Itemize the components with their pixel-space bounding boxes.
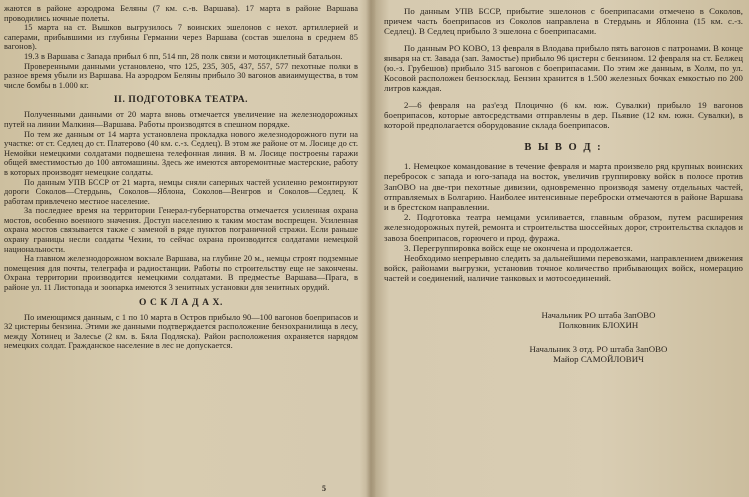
signature-title: Начальник 3 отд. РО штаба ЗапОВО: [529, 344, 668, 355]
left-page: [0, 0, 368, 497]
section-heading-conclusions: В Ы В О Д :: [524, 142, 603, 154]
paragraph: По данным УПВ БССР от 21 марта, немцы сняли саперных частей усиленно ремонтируют дороги Соколов—Стердынь, Соколов—Яблона, Соколов—Венгров и Соколов—Седлец. К работам привлечено местное население.: [4, 177, 358, 206]
paragraph: По данным РО КОВО, 13 февраля в Влодава прибыло пять вагонов с патронами. В конце января на ст. Завада (зап. Замостье) прибыло 96 цистерн с бензином. 12 февраля на ст. Белжец (ю.-з. Грубешов) прибыло 315 вагонов с боеприпасами. По этим же данным, в Холм, по ул. Косовой расположен бензосклад. Бензин хранится в 1.500 железных бочках емкостью по 200 литров каждая.: [384, 42, 744, 94]
conclusion-item: Необходимо непрерывно следить за дальнейшими перевозками, направлением движения войск, районами выгрузки, установив точное количество прибывающих войск, номерацию частей и соединений, наличие танковых и мотосоединений.: [384, 253, 743, 284]
paragraph: жаются в районе аэродрома Беляны (7 км. с.-в. Варшава). 17 марта в районе Варшава проводились ночные полеты.: [4, 4, 358, 23]
page-number: 5: [322, 484, 326, 493]
paragraph: 2—6 февраля на раз'езд Плоцично (6 км. юж. Сувалки) прибыло 19 вагонов боеприпасов, которые автосредствами отправлены в дер. Пьявие (12 км. южн. Сувалки), в которой предполагается оборудование склада боеприпасов.: [384, 99, 743, 131]
paragraph: По имеющимся данным, с 1 по 10 марта в Остров прибыло 90—100 вагонов боеприпасов и 32 цистерны бензина. Этими же данными подтверждается расположение бензохранилища в лесу, между Хотинец и Залесье (2 км. в. Бяла Подляска). Район расположения охраняется нарядом немецких солдат. Гражданское население в лес не допускается.: [4, 312, 358, 351]
section-heading-theatre: II. ПОДГОТОВКА ТЕАТРА.: [113, 95, 249, 106]
conclusion-item: 3. Перегруппировка войск еще не окончена и продолжается.: [404, 242, 633, 253]
paragraph: Полученными данными от 20 марта вновь отмечается увеличение на железнодорожных путей на линии Малкиня—Варшава. Работы производятся в спешном порядке.: [4, 110, 358, 129]
paragraph: На главном железнодорожном вокзале Варшава, на глубине 20 м., немцы строят подземные помещения для почты, телеграфа и радиостанции. Работы по строительству еще не закончены. Охрана территории производится немецкими солдатами. В предместье Варшава—Прага, в районе ул. 11 Листопада и зоопарка имеются 3 зенитных установки для зенитных орудий.: [4, 254, 358, 293]
paragraph: По данным УПВ БССР, прибытие эшелонов с боеприпасами отмечено в Соколов, причем часть боеприпасов из Соколов направлена в Стердынь и Яблонна (15 км. с.-з. Седлец). В Седлец прибыло 3 эшелона с боеприпасами.: [384, 6, 743, 37]
right-page: [374, 0, 749, 497]
signature-block-1: [454, 310, 743, 330]
paragraph: 15 марта на ст. Вышков выгрузилось 7 воинских эшелонов с нехот. артиллерией и саперами, прибывшими из глубины Германии через Варшава (состав эшелона в среднем 85 вагонов).: [4, 23, 358, 52]
section-heading-depots: О С К Л А Д А Х.: [139, 297, 223, 308]
signature-block-2: [454, 344, 743, 364]
signature-name: Майор САМОЙЛОВИЧ: [553, 354, 644, 365]
conclusion-item: 2. Подготовка театра немцами усиливается, главным образом, путем расширения железнодорожных путей, ремонта и строительства шоссейных дорог, строительства складов и завоза боеприпасов, горючего и прод. фуража.: [384, 212, 743, 243]
conclusions-list: [384, 161, 743, 283]
paragraph: По тем же данным от 14 марта установлена прокладка нового железнодорожного пути на участке: от ст. Седлец до ст. Платерово (40 км. с.-з. Седлец). В этом же районе от м. Лосице до ст. Немойки немецкими солдатами подвешена телефонная линия. В м. Лосице построены гаражи общей вместимостью до 100 автомашины. Здесь же имеются авторемонтные мастерские, работу в которых производят немецкие солдаты.: [4, 129, 358, 177]
signature-title: Начальник РО штаба ЗапОВО: [541, 309, 656, 320]
paragraph: За последнее время на территории Генерал-губернаторства отмечается усиленная охрана мостов, особенно военного значения. Доступ населению к таким мостам воспрещен. Усиленная охрана мостов связывается также с заменой в ряде пунктов пограничной стражи. Если раньше охрану границы несли солдаты Чехии, то сейчас охрана производится солдатами немецкой национальности.: [4, 206, 358, 254]
paragraph: 19.3 в Варшава с Запада прибыл 6 пп, 514 пп, 28 полк связи и мотоциклетный батальон.: [24, 51, 343, 61]
signature-name: Полковник БЛОХИН: [558, 319, 639, 330]
paragraph: Проверенными данными установлено, что 125, 235, 305, 437, 557, 577 пехотные полки в разное время убыли из Варшава. На аэродром Беляны прибыло 30 вагонов авиаимущества, в том числе бомбы в 1.000 кг.: [4, 61, 358, 90]
conclusion-item: 1. Немецкое командование в течение февраля и марта произвело ряд крупных воинских перебросок с запада и юго-запада на восток, увеличив группировку войск в полосе против ЗапОВО на две-три пехотные дивизии, одновременно производя замену отдельных частей, отправляемых в Болгарию. Наиболее интенсивные переброски отмечаются в районе Варшава и в брестском направлении.: [384, 161, 743, 213]
